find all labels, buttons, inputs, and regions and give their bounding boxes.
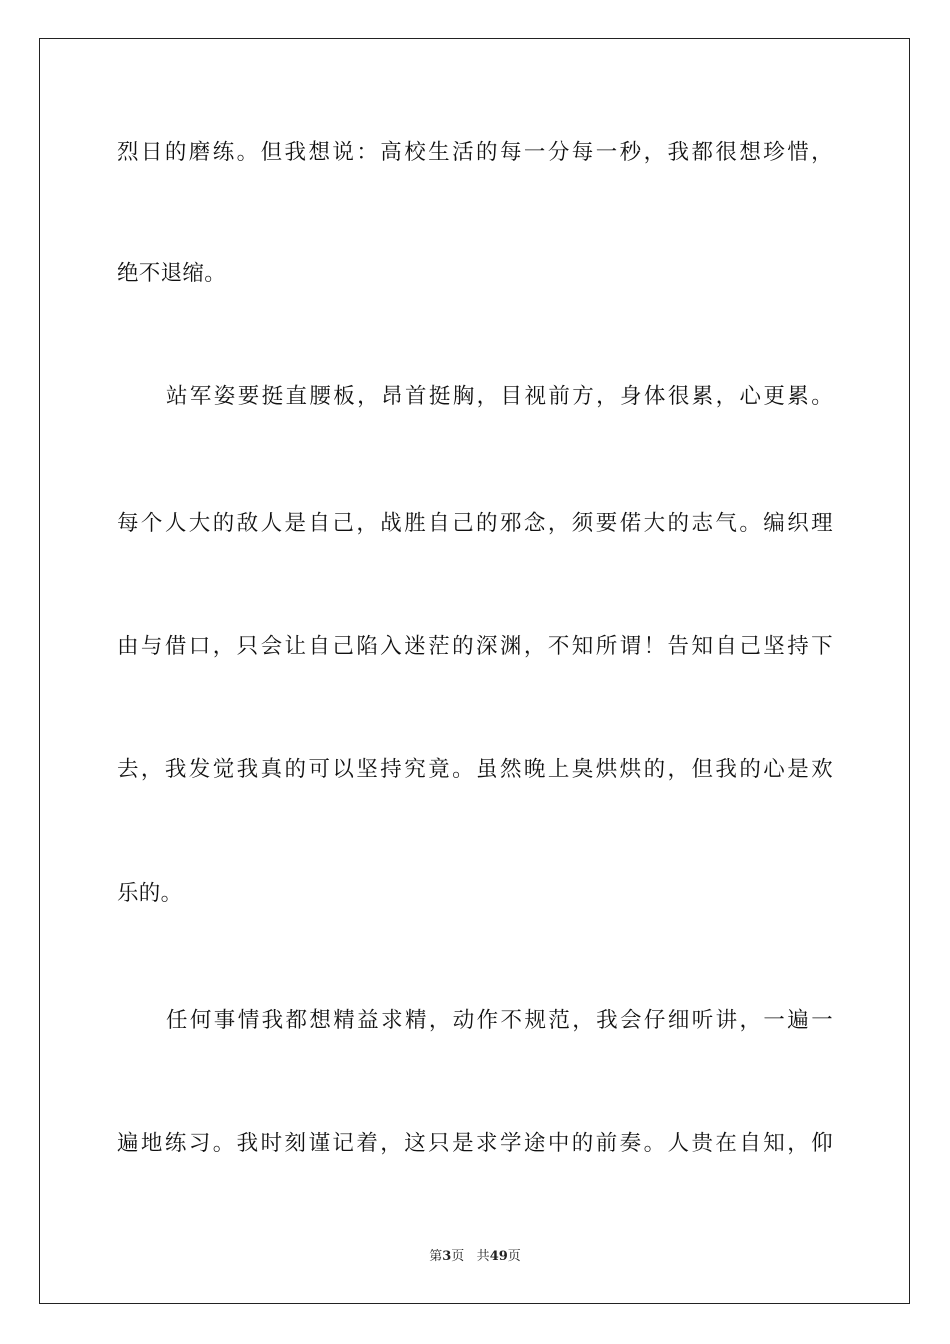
page-suffix: 页 bbox=[451, 1249, 465, 1264]
body-text-line: 烈日的磨练。但我想说：高校生活的每一分每一秒，我都很想珍惜， bbox=[117, 140, 833, 165]
body-text-line: 由与借口，只会让自己陷入迷茫的深渊，不知所谓！告知自己坚持下 bbox=[117, 634, 833, 659]
body-text-line: 乐的。 bbox=[117, 881, 183, 906]
body-text-line: 站军姿要挺直腰板，昂首挺胸，目视前方，身体很累，心更累。 bbox=[166, 384, 833, 409]
page-number: 3 bbox=[442, 1249, 452, 1264]
body-text-line: 遍地练习。我时刻谨记着，这只是求学途中的前奏。人贵在自知，仰 bbox=[117, 1131, 833, 1156]
body-text-line: 绝不退缩。 bbox=[117, 261, 227, 286]
total-pages: 49 bbox=[489, 1249, 508, 1264]
body-text-line: 每个人大的敌人是自己，战胜自己的邪念，须要偌大的志气。编织理 bbox=[117, 511, 833, 536]
total-prefix: 共 bbox=[476, 1249, 490, 1264]
page-footer bbox=[0, 1248, 950, 1266]
page-frame bbox=[39, 38, 910, 1304]
page-prefix: 第 bbox=[429, 1249, 443, 1264]
total-suffix: 页 bbox=[507, 1249, 521, 1264]
body-text-line: 任何事情我都想精益求精，动作不规范，我会仔细听讲，一遍一 bbox=[166, 1008, 833, 1033]
body-text-line: 去，我发觉我真的可以坚持究竟。虽然晚上臭烘烘的，但我的心是欢 bbox=[117, 757, 833, 782]
